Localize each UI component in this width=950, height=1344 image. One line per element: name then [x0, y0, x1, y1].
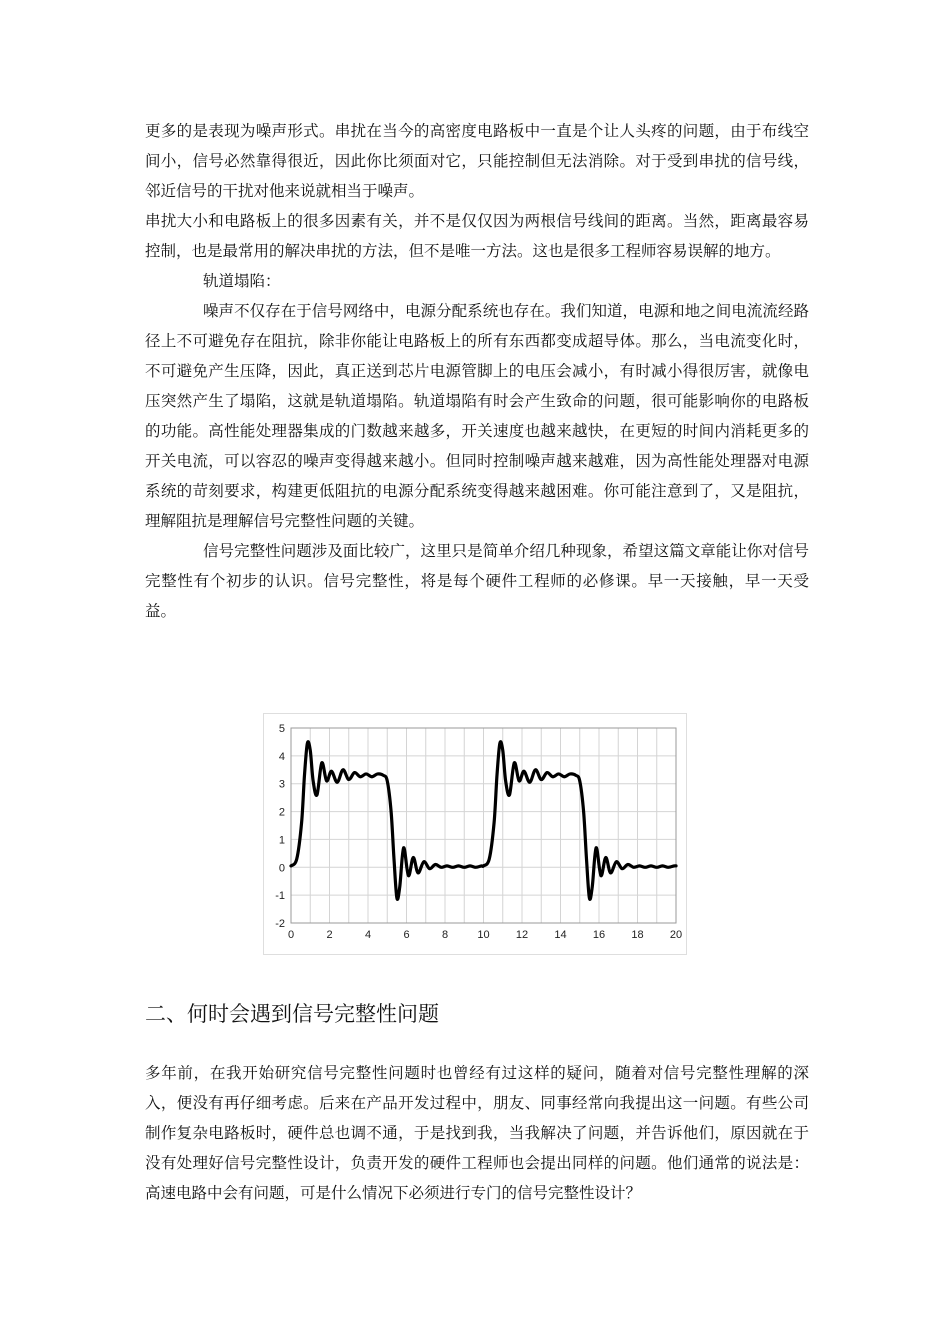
paragraph-conclusion: 信号完整性问题涉及面比较广，这里只是简单介绍几种现象，希望这篇文章能让你对信号完整性有个初步的认识。信号完整性，将是每个硬件工程师的必修课。早一天接触，早一天受益。 — [145, 542, 809, 620]
paragraph-crosstalk-noise: 更多的是表现为噪声形式。串扰在当今的高密度电路板中一直是个让人头疼的问题，由于布线空间小，信号必然靠得很近，因此你比须面对它，只能控制但无法消除。对于受到串扰的信号线，邻近信号的干扰对他来说就相当于噪声。 — [145, 122, 809, 200]
x-tick-label: 2 — [326, 929, 333, 941]
x-tick-label: 8 — [441, 929, 449, 941]
y-tick-label: -1 — [275, 890, 285, 903]
y-tick-label: 0 — [278, 862, 285, 875]
ringing-waveform-figure — [263, 713, 687, 955]
x-tick-label: 16 — [592, 929, 606, 941]
bottom-text-block — [145, 1058, 809, 1208]
paragraph-rail-collapse-title: 轨道塌陷： — [203, 272, 281, 290]
x-tick-label: 18 — [631, 929, 644, 941]
x-tick-label: 14 — [554, 929, 567, 941]
x-tick-label: 10 — [477, 929, 490, 941]
y-tick-label: 2 — [278, 806, 285, 819]
waveform-chart — [264, 714, 686, 954]
paragraph-crosstalk-factors: 串扰大小和电路板上的很多因素有关，并不是仅仅因为两根信号线间的距离。当然，距离最容易控制，也是最常用的解决串扰的方法，但不是唯一方法。这也是很多工程师容易误解的地方。 — [145, 212, 809, 260]
x-tick-label: 12 — [515, 929, 529, 941]
x-tick-label: 20 — [669, 929, 683, 941]
y-tick-label: 5 — [278, 723, 285, 735]
y-tick-label: 3 — [278, 778, 285, 791]
paragraph-when-si-problems: 多年前，在我开始研究信号完整性问题时也曾经有过这样的疑问，随着对信号完整性理解的深入，便没有再仔细考虑。后来在产品开发过程中，朋友、同事经常向我提出这一问题。有些公司制作复杂电路板时，硬件总也调不通，于是找到我，当我解决了问题，并告诉他们，原因就在于没有处理好信号完整性设计，负责开发的硬件工程师也会提出同样的问题。他们通常的说法是：高速电路中会有问题，可是什么情况下必须进行专门的信号完整性设计？ — [145, 1064, 809, 1202]
x-tick-label: 6 — [403, 929, 410, 941]
y-tick-label: 1 — [278, 834, 285, 847]
x-tick-label: 0 — [287, 929, 295, 941]
y-tick-label: -2 — [275, 918, 285, 930]
top-text-block — [145, 116, 809, 626]
paragraph-rail-collapse: 噪声不仅存在于信号网络中，电源分配系统也存在。我们知道，电源和地之间电流流经路径上不可避免存在阻抗，除非你能让电路板上的所有东西都变成超导体。那么，当电流变化时，不可避免产生压降，因此，真正送到芯片电源管脚上的电压会减小，有时减小得很厉害，就像电压突然产生了塌陷，这就是轨道塌陷。轨道塌陷有时会产生致命的问题，很可能影响你的电路板的功能。高性能处理器集成的门数越来越多，开关速度也越来越快，在更短的时间内消耗更多的开关电流，可以容忍的噪声变得越来越小。但同时控制噪声越来越难，因为高性能处理器对电源系统的苛刻要求，构建更低阻抗的电源分配系统变得越来越困难。你可能注意到了，又是阻抗，理解阻抗是理解信号完整性问题的关键。 — [145, 302, 809, 530]
y-tick-label: 4 — [278, 750, 285, 763]
x-tick-label: 4 — [364, 929, 372, 941]
section-heading: 二、何时会遇到信号完整性问题 — [145, 1002, 439, 1026]
